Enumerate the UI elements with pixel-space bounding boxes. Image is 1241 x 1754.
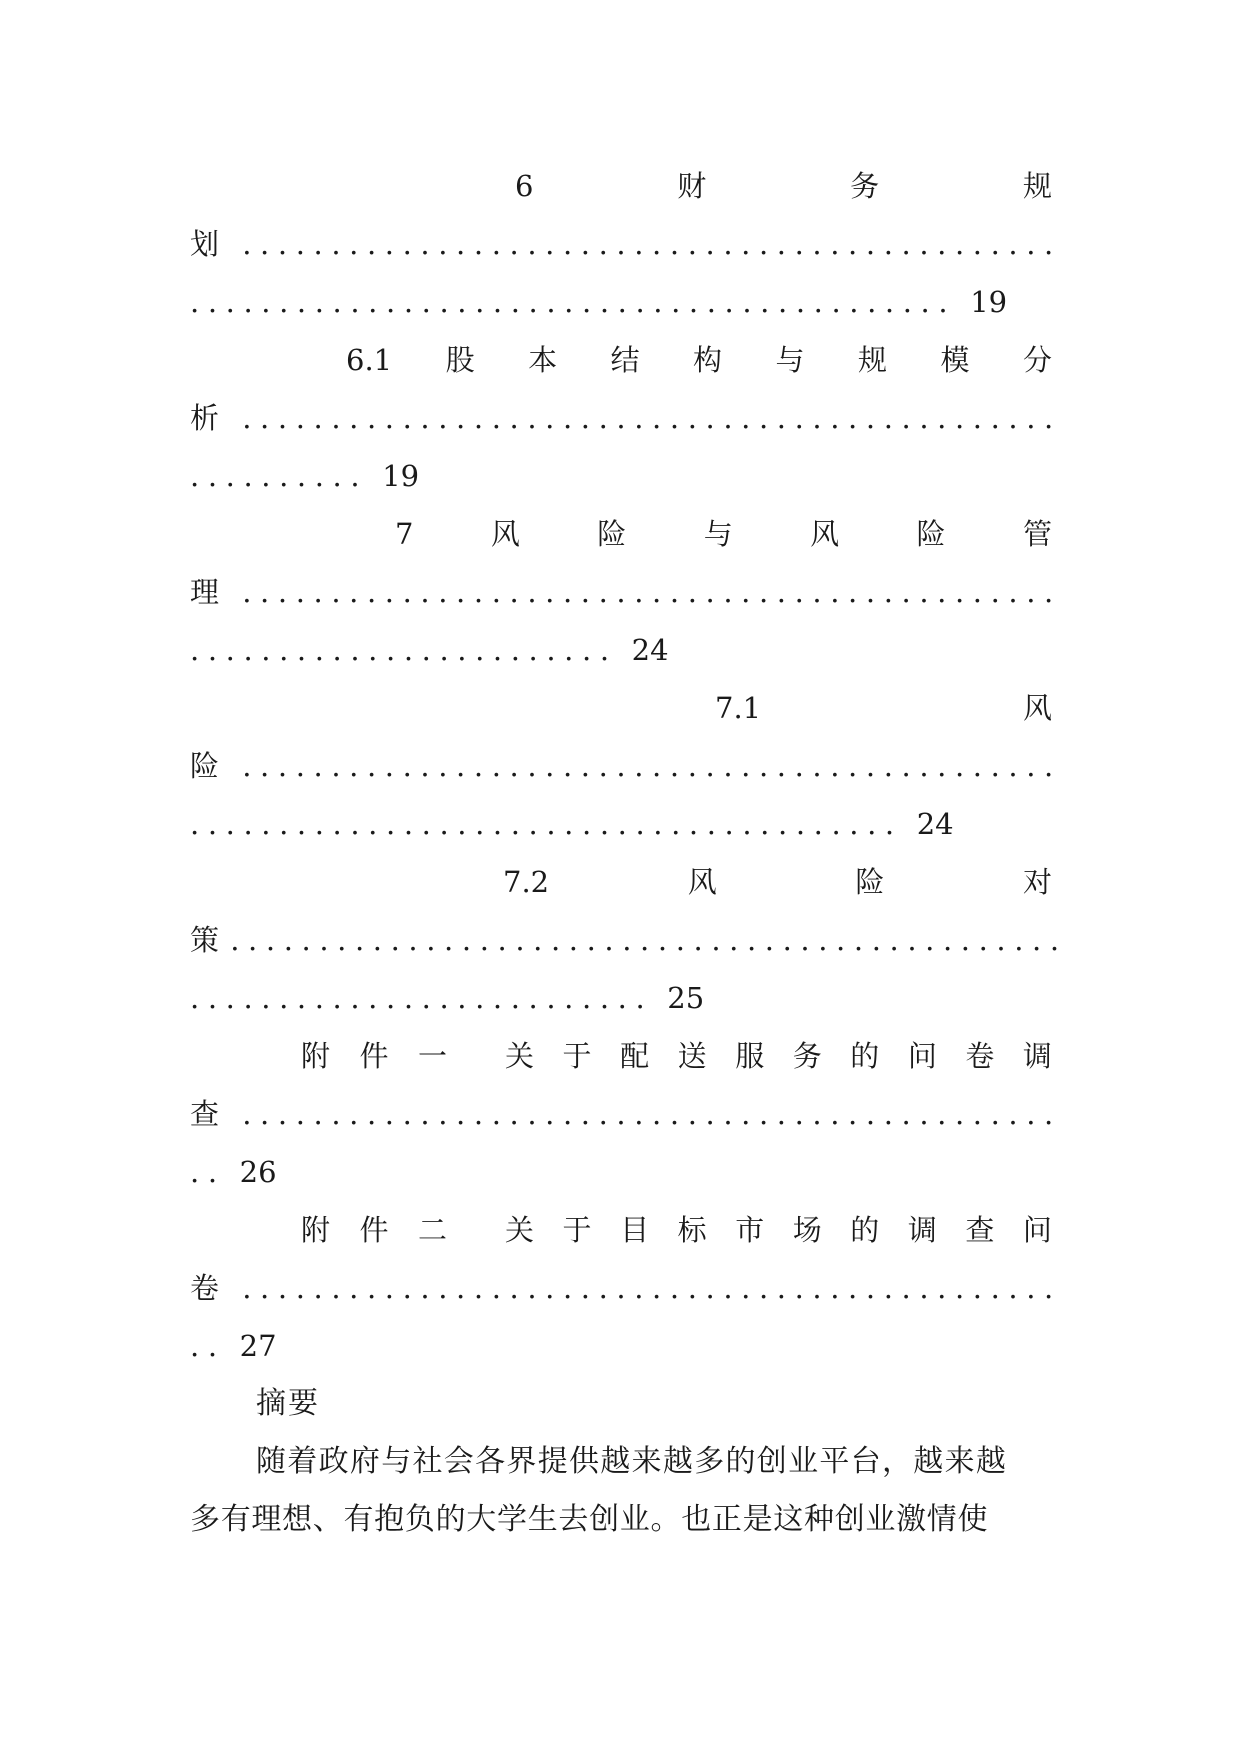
toc-title-token: 与: [775, 343, 805, 377]
toc-entry-page-line: [190, 630, 1052, 670]
toc-entry-title[interactable]: [346, 340, 1052, 380]
dot-leader: ........................: [190, 633, 618, 667]
toc-title-token: 问: [1022, 1213, 1052, 1247]
toc-title-token: 7.1: [715, 691, 762, 725]
toc-title-token: 风: [490, 517, 520, 551]
toc-title-token: 分: [1022, 343, 1052, 377]
toc-title-token: 6: [515, 169, 534, 203]
toc-entry-title[interactable]: [395, 514, 1052, 554]
toc-entry-page-line: [190, 804, 1052, 844]
toc-title-token: 调: [907, 1213, 937, 1247]
annex-subject: [505, 1036, 1052, 1076]
toc-title-token: 场: [792, 1213, 822, 1247]
toc-title-token: 卷: [965, 1039, 995, 1073]
dot-leader: ..............................................: [242, 401, 1062, 435]
toc-title-token: 规: [1022, 169, 1052, 203]
toc-title-token: 关: [505, 1213, 535, 1247]
toc-title-token: 附: [301, 1039, 331, 1073]
dot-leader: ..............................................: [242, 1097, 1062, 1131]
toc-title-token: 7.2: [503, 865, 550, 899]
dot-leader: ..............................................: [242, 749, 1062, 783]
dot-leader: ..: [190, 1155, 226, 1189]
toc-title-token: 股: [445, 343, 475, 377]
toc-entry-leader: [190, 572, 1062, 612]
toc-title-token: 风: [1022, 691, 1052, 725]
toc-entry-title[interactable]: [515, 166, 1052, 206]
toc-entry-leader: [190, 224, 1062, 264]
toc-title-token: 件: [359, 1039, 389, 1073]
toc-title-token: 的: [850, 1213, 880, 1247]
toc-entry-leader: [190, 920, 1068, 960]
toc-title-token: 送: [677, 1039, 707, 1073]
toc-title-token: 风: [810, 517, 840, 551]
toc-entry-title[interactable]: [715, 688, 1052, 728]
abstract-heading: 摘要: [256, 1386, 320, 1421]
toc-title-token: 件: [359, 1213, 389, 1247]
abstract-line: 随着政府与社会各界提供越来越多的创业平台，越来越: [256, 1444, 1008, 1479]
toc-title-end: 析: [190, 401, 220, 435]
toc-title-token: 6.1: [346, 343, 393, 377]
toc-title-token: 风: [687, 865, 717, 899]
dot-leader: ..............................................: [242, 227, 1062, 261]
dot-leader: ...............................................: [230, 923, 1068, 957]
abstract-line: 多有理想、有抱负的大学生去创业。也正是这种创业激情使: [190, 1502, 989, 1537]
toc-entry-leader: [190, 746, 1062, 786]
annex-label: [301, 1210, 447, 1250]
toc-title-token: 问: [907, 1039, 937, 1073]
toc-entry-page-line: [190, 978, 1052, 1018]
toc-entry-leader: [190, 1268, 1062, 1308]
toc-title-token: 标: [677, 1213, 707, 1247]
toc-title-token: 调: [1022, 1039, 1052, 1073]
toc-title-token: 附: [301, 1213, 331, 1247]
toc-title-token: 服: [735, 1039, 765, 1073]
toc-title-end: 策: [190, 923, 220, 957]
toc-title-token: 于: [562, 1039, 592, 1073]
toc-page-number[interactable]: 25: [667, 981, 705, 1015]
toc-title-token: 配: [620, 1039, 650, 1073]
toc-title-token: 险: [916, 517, 946, 551]
toc-page-number[interactable]: 26: [239, 1155, 277, 1189]
toc-title-token: 务: [792, 1039, 822, 1073]
dot-leader: ..............................................: [242, 575, 1062, 609]
toc-title-end: 划: [190, 227, 220, 261]
toc-entry-page-line: [190, 282, 1052, 322]
toc-title-token: 本: [528, 343, 558, 377]
toc-title-token: 对: [1022, 865, 1052, 899]
dot-leader: ..: [190, 1329, 226, 1363]
toc-title-token: 二: [417, 1213, 447, 1247]
toc-title-end: 险: [190, 749, 220, 783]
toc-page-number[interactable]: 19: [382, 459, 420, 493]
toc-page-number[interactable]: 19: [970, 285, 1008, 319]
toc-entry-page-line: [190, 1326, 1052, 1366]
toc-entry-page-line: [190, 456, 1052, 496]
toc-title-token: 7: [395, 517, 414, 551]
toc-title-token: 构: [693, 343, 723, 377]
toc-page-number[interactable]: 24: [631, 633, 669, 667]
toc-title-token: 于: [562, 1213, 592, 1247]
toc-title-token: 目: [620, 1213, 650, 1247]
toc-entry-title[interactable]: [301, 1210, 1052, 1250]
toc-title-token: 模: [940, 343, 970, 377]
toc-title-token: 与: [703, 517, 733, 551]
annex-label: [301, 1036, 447, 1076]
dot-leader: ..........: [190, 459, 369, 493]
toc-title-token: 管: [1022, 517, 1052, 551]
dot-leader: ..........................: [190, 981, 654, 1015]
toc-entry-leader: [190, 398, 1062, 438]
toc-title-token: 结: [610, 343, 640, 377]
toc-title-token: 的: [850, 1039, 880, 1073]
dot-leader: ..............................................: [242, 1271, 1062, 1305]
dot-leader: ...........................................: [190, 285, 957, 319]
toc-title-token: 一: [417, 1039, 447, 1073]
toc-title-token: 险: [597, 517, 627, 551]
toc-title-token: 规: [858, 343, 888, 377]
annex-subject: [505, 1210, 1052, 1250]
toc-title-token: 险: [855, 865, 885, 899]
toc-entry-title[interactable]: [301, 1036, 1052, 1076]
toc-title-token: 务: [850, 169, 880, 203]
dot-leader: ........................................: [190, 807, 903, 841]
toc-title-end: 理: [190, 575, 220, 609]
toc-title-end: 查: [190, 1097, 220, 1131]
toc-title-end: 卷: [190, 1271, 220, 1305]
toc-page-number[interactable]: 24: [916, 807, 954, 841]
toc-page-number[interactable]: 27: [239, 1329, 277, 1363]
toc-entry-leader: [190, 1094, 1062, 1134]
toc-title-token: 关: [505, 1039, 535, 1073]
toc-entry-title[interactable]: [503, 862, 1052, 902]
toc-title-token: 财: [677, 169, 707, 203]
toc-entry-page-line: [190, 1152, 1052, 1192]
toc-title-token: 市: [735, 1213, 765, 1247]
toc-title-token: 查: [965, 1213, 995, 1247]
